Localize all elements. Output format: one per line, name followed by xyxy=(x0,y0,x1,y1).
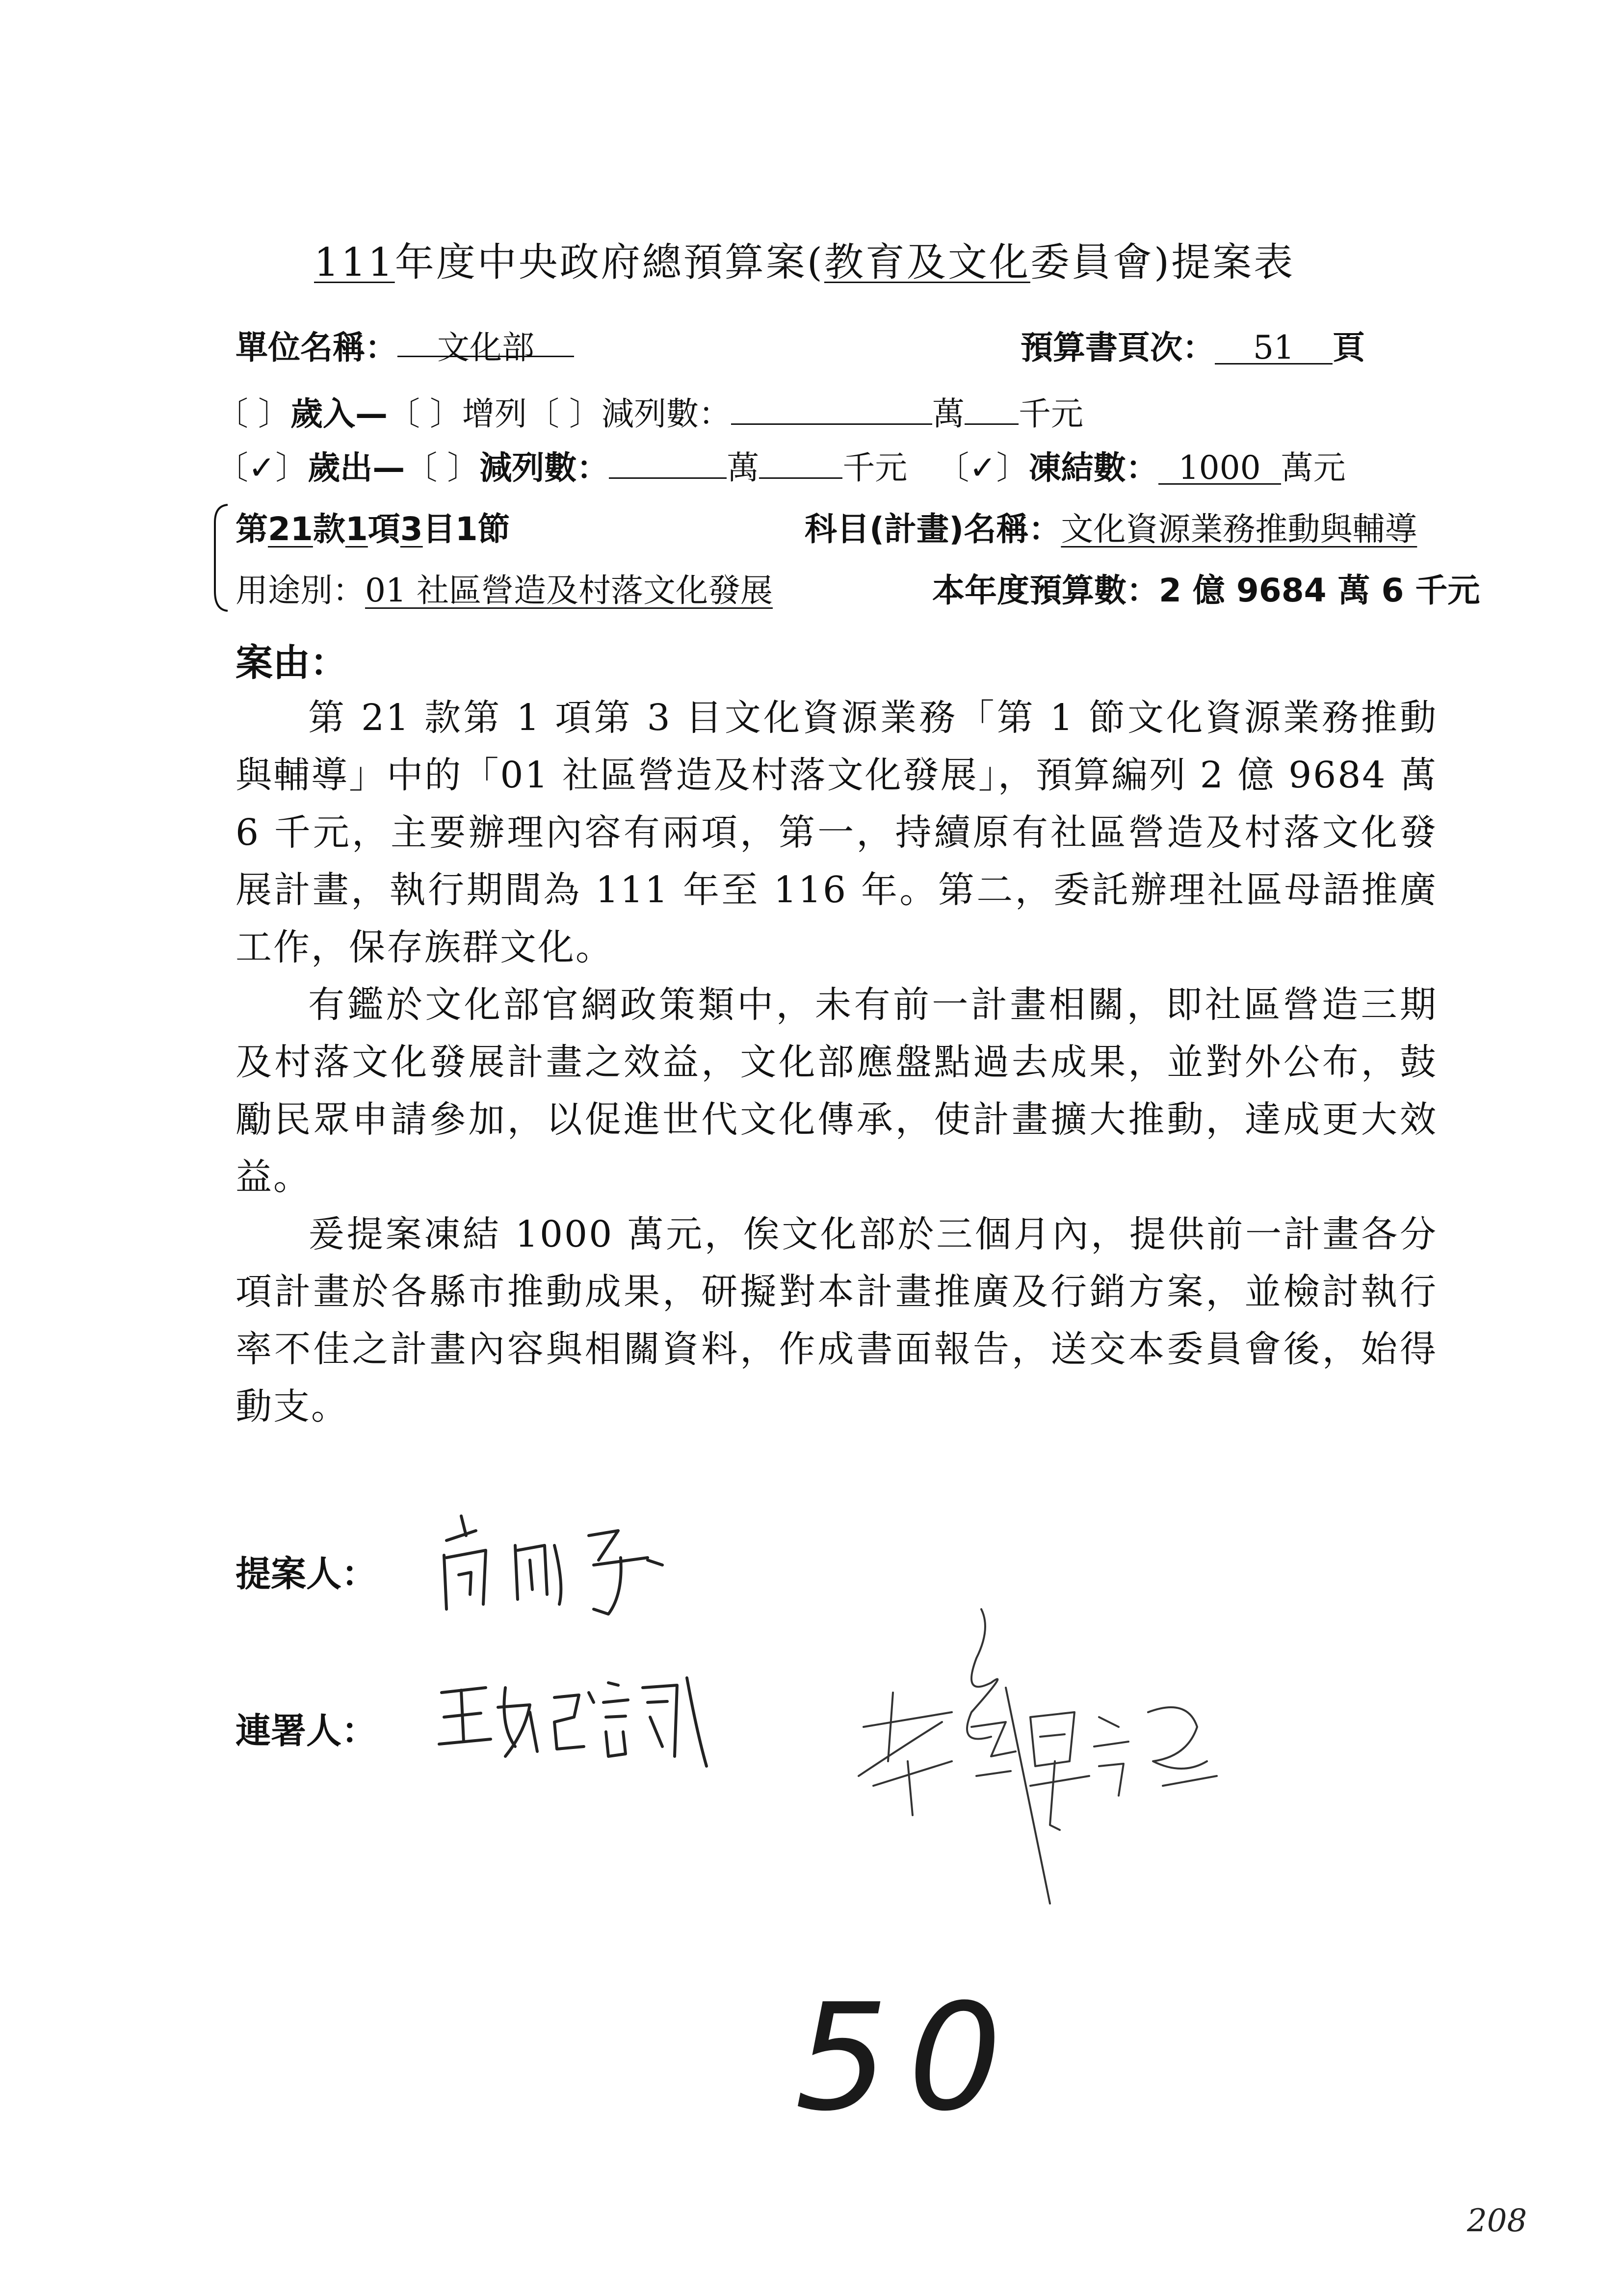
expense-dec-close[interactable]: 〕 xyxy=(447,449,480,487)
revenue-decrease-blank[interactable] xyxy=(731,389,932,425)
section-xiang: 1 xyxy=(345,510,368,548)
revenue-qian-blank[interactable] xyxy=(965,389,1019,425)
revenue-dec-open[interactable]: 〔 xyxy=(527,395,559,433)
proposer-signature xyxy=(432,1501,697,1629)
expense-decrease-blank[interactable] xyxy=(609,443,727,479)
reason-body xyxy=(236,689,1438,1435)
freeze-checkbox-open[interactable]: 〔 xyxy=(937,449,969,487)
section-jie: 1 xyxy=(455,510,478,548)
revenue-inc-open[interactable]: 〔 xyxy=(388,395,420,433)
expense-qian-blank[interactable] xyxy=(759,443,842,479)
expense-wan: 萬 xyxy=(727,449,760,487)
section-kuan: 21 xyxy=(268,510,313,548)
usage-value: 01 社區營造及村落文化發展 xyxy=(365,572,773,609)
budget-page-suffix: 頁 xyxy=(1333,329,1365,366)
freeze-check-mark: ✓ xyxy=(969,449,996,487)
paragraph-2: 有鑑於文化部官網政策類中，未有前一計畫相關，即社區營造三期及村落文化發展計畫之效益，文化部應盤點過去成果，並對外公布，鼓勵民眾申請參加，以促進世代文化傳承，使計畫擴大推動，達成更大效益。 xyxy=(236,984,1438,1198)
section-brace xyxy=(211,503,231,613)
page-number: 208 xyxy=(1467,2203,1527,2239)
section-row xyxy=(236,503,510,549)
revenue-decrease-label: 減列數： xyxy=(602,395,731,433)
revenue-increase-label: 增列 xyxy=(462,395,527,433)
cosigner-signature-2 xyxy=(844,1599,1236,1913)
revenue-row xyxy=(216,388,1083,434)
revenue-checkbox-open[interactable]: 〔 xyxy=(216,395,248,433)
expense-dec-open[interactable]: 〔 xyxy=(405,449,438,487)
form-title xyxy=(314,231,1295,287)
unit-value: 文化部 xyxy=(397,321,574,357)
section-mu: 3 xyxy=(400,510,423,548)
revenue-dec-close[interactable]: 〕 xyxy=(569,395,602,433)
annual-budget: 本年度預算數：2 億 9684 萬 6 千元 xyxy=(932,572,1480,609)
cosigner-label: 連署人： xyxy=(236,1710,377,1751)
revenue-checkbox-close[interactable]: 〕 xyxy=(258,395,290,433)
expense-checkbox-open[interactable]: 〔 xyxy=(216,449,248,487)
section-di: 第 xyxy=(236,510,268,548)
revenue-label: 歲入— xyxy=(290,395,388,433)
freeze-label: 凍結數： xyxy=(1028,449,1158,487)
freeze-unit: 萬元 xyxy=(1281,449,1346,487)
section-mu-label: 目 xyxy=(422,510,455,548)
expense-decrease-label: 減列數： xyxy=(479,449,609,487)
title-committee: 教育及文化 xyxy=(824,239,1030,285)
cosigner-signature-1 xyxy=(432,1658,726,1771)
revenue-wan: 萬 xyxy=(932,395,965,433)
expense-qianyuan: 千元 xyxy=(842,449,908,487)
paragraph-1: 第 21 款第 1 項第 3 目文化資源業務「第 1 節文化資源業務推動與輔導」中的「01 社區營造及村落文化發展」，預算編列 2 億 9684 萬 6 千元，主要辦理內容有兩項，第一，持續原有社區營造及村落文化發展計畫，執行期間為 111 年至 116 年。第二，委託辦理社區母語推廣工作，保存族群文化。 xyxy=(236,697,1438,968)
handwritten-number: 50 xyxy=(795,1972,1022,2143)
budget-page-label: 預算書頁次： xyxy=(1021,329,1215,366)
title-part1: 年度中央政府總預算案( xyxy=(394,239,824,285)
unit-label: 單位名稱： xyxy=(236,329,397,366)
section-kuan-label: 款 xyxy=(313,510,345,548)
subject-row xyxy=(805,503,1417,549)
section-xiang-label: 項 xyxy=(367,510,400,548)
expense-label: 歲出— xyxy=(308,449,405,487)
usage-label: 用途別： xyxy=(236,572,365,609)
usage-row xyxy=(236,564,773,611)
subject-value: 文化資源業務推動與輔導 xyxy=(1061,510,1417,548)
proposer-label: 提案人： xyxy=(236,1553,377,1594)
unit-row xyxy=(236,321,574,368)
budget-page-value: 51 xyxy=(1215,329,1333,365)
subject-label: 科目(計畫)名稱： xyxy=(805,510,1061,548)
freeze-value: 1000 xyxy=(1158,449,1281,485)
expense-check-mark: ✓ xyxy=(248,449,276,487)
revenue-qianyuan: 千元 xyxy=(1019,395,1083,433)
expense-checkbox-close[interactable]: 〕 xyxy=(275,449,308,487)
reason-heading: 案由： xyxy=(236,641,347,684)
budget-page-row xyxy=(1021,321,1365,368)
expense-row xyxy=(216,442,1346,488)
title-year: 111 xyxy=(314,239,395,285)
section-jie-label: 節 xyxy=(477,510,510,548)
paragraph-3: 爰提案凍結 1000 萬元，俟文化部於三個月內，提供前一計畫各分項計畫於各縣市推動成果，研擬對本計畫推廣及行銷方案，並檢討執行率不佳之計畫內容與相關資料，作成書面報告，送交本委員會後，始得動支。 xyxy=(236,1213,1438,1428)
freeze-checkbox-close[interactable]: 〕 xyxy=(996,449,1029,487)
revenue-inc-close[interactable]: 〕 xyxy=(430,395,462,433)
title-part2: 委員會)提案表 xyxy=(1030,239,1295,285)
